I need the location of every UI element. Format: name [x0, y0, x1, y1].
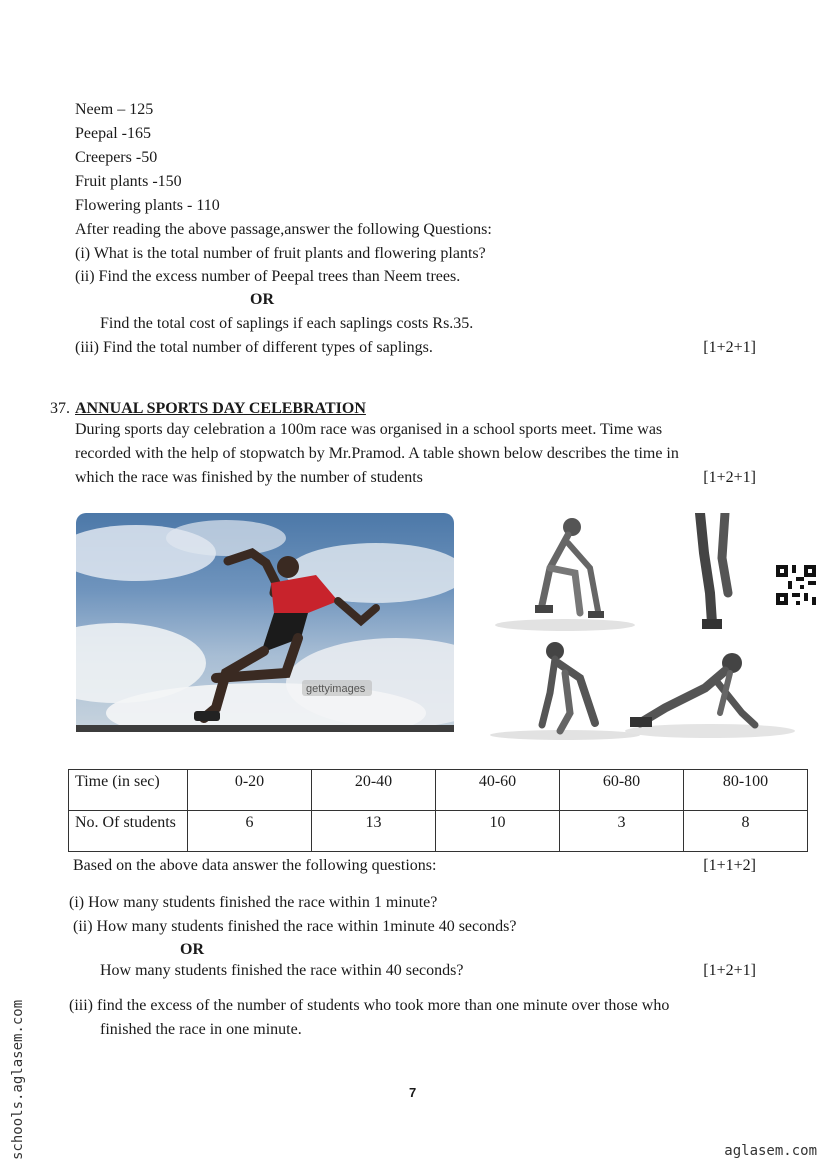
table-cell: 20-40 [312, 770, 436, 811]
table-cell: 13 [312, 811, 436, 852]
marks-label: [1+2+1] [703, 339, 756, 356]
table-row [69, 770, 808, 811]
page-number: 7 [409, 1085, 417, 1100]
question-part-i: (i) How many students finished the race within 1 minute? [69, 894, 438, 911]
table-header-cell: No. Of students [69, 811, 188, 852]
table-cell: 6 [188, 811, 312, 852]
table-cell: 80-100 [684, 770, 808, 811]
list-item: Fruit plants -150 [75, 173, 182, 190]
based-on-text: Based on the above data answer the following questions: [73, 857, 437, 874]
table-cell: 3 [560, 811, 684, 852]
table-cell: 8 [684, 811, 808, 852]
table-cell: 0-20 [188, 770, 312, 811]
list-item: Creepers -50 [75, 149, 158, 166]
or-label: OR [250, 291, 274, 308]
passage-line: which the race was finished by the number of students [75, 469, 423, 486]
or-label: OR [180, 941, 204, 958]
question-part-i: (i) What is the total number of fruit plants and flowering plants? [75, 245, 486, 262]
list-item: Neem – 125 [75, 101, 154, 118]
question-intro: After reading the above passage,answer the following Questions: [75, 221, 492, 238]
question-part-ii-alt: How many students finished the race within 40 seconds? [100, 962, 464, 979]
table-header-cell: Time (in sec) [69, 770, 188, 811]
table-cell: 60-80 [560, 770, 684, 811]
passage-line: During sports day celebration a 100m race was organised in a school sports meet. Time was [75, 421, 663, 438]
footer-watermark: aglasem.com [724, 1143, 817, 1159]
passage-line: recorded with the help of stopwatch by Mr.Pramod. A table shown below describes the time in [75, 445, 679, 462]
race-time-table [68, 769, 808, 852]
question-part-ii: (ii) Find the excess number of Peepal trees than Neem trees. [75, 268, 461, 285]
table-cell: 10 [436, 811, 560, 852]
table-row [69, 811, 808, 852]
question-part-iii-cont: finished the race in one minute. [100, 1021, 302, 1038]
question-title: ANNUAL SPORTS DAY CELEBRATION [75, 400, 366, 417]
qr-code-icon [776, 565, 816, 605]
runners-illustration [480, 513, 796, 741]
question-part-iii: (iii) find the excess of the number of students who took more than one minute over those who [69, 997, 670, 1014]
marks-label: [1+2+1] [703, 469, 756, 486]
runners-collage [480, 513, 796, 741]
question-number: 37. [50, 400, 70, 417]
question-part-ii-alt: Find the total cost of saplings if each saplings costs Rs.35. [100, 315, 474, 332]
list-item: Flowering plants - 110 [75, 197, 220, 214]
marks-label: [1+1+2] [703, 857, 756, 874]
question-part-ii: (ii) How many students finished the race within 1minute 40 seconds? [73, 918, 517, 935]
marks-label: [1+2+1] [703, 962, 756, 979]
table-cell: 40-60 [436, 770, 560, 811]
list-item: Peepal -165 [75, 125, 151, 142]
side-watermark: schools.aglasem.com [10, 999, 26, 1160]
question-part-iii: (iii) Find the total number of different types of saplings. [75, 339, 433, 356]
photo-watermark: gettyimages [306, 683, 366, 695]
sprinter-illustration [76, 513, 454, 732]
sprinter-photo [76, 513, 454, 732]
